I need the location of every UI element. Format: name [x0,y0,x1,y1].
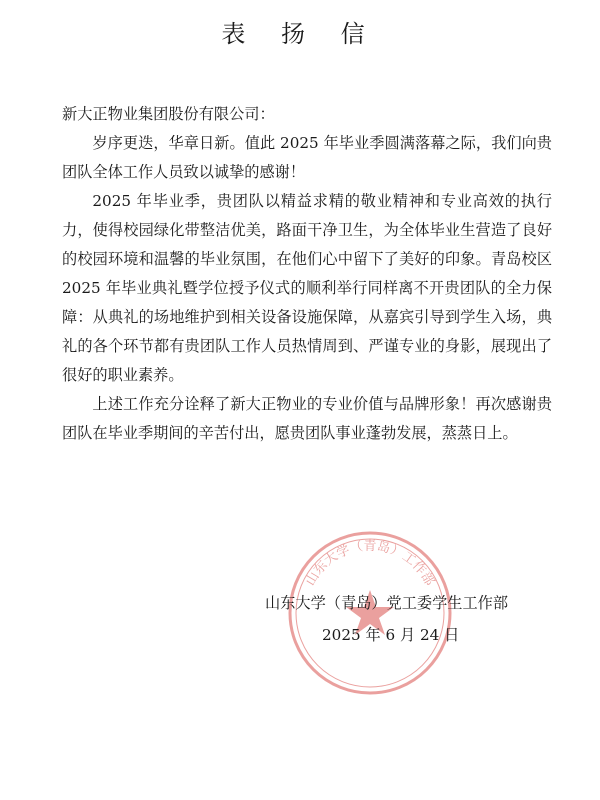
letter-title: 表 扬 信 [221,20,379,48]
seal-text [303,538,437,588]
signature-organization: 山东大学（青岛）党工委学生工作部 [265,594,508,612]
letter-body [62,100,552,448]
seal-text-path: 山东大学（青岛）工作部 [303,539,437,589]
salutation: 新大正物业集团股份有限公司： [62,105,275,123]
paragraph-1: 岁序更迭，华章日新。值此 2025 年毕业季圆满落幕之际，我们向贵团队全体工作人员致以诚挚的感谢！ [62,134,552,181]
paragraph-2: 2025 年毕业季，贵团队以精益求精的敬业精神和专业高效的执行力，使得校园绿化带整洁优美，路面干净卫生，为全体毕业生营造了良好的校园环境和温馨的毕业氛围，在他们心中留下了美好的印象。青岛校区 2025 年毕业典礼暨学位授予仪式的顺利举行同样离不开贵团队的全力保障：从典礼的场地维护到相关设备设施保障，从嘉宾引导到学生入场，典礼的各个环节都有贵团队工作人员热情周到、严谨专业的身影，展现出了很好的职业素养。 [62,192,552,384]
official-seal [285,528,455,698]
paragraph-3: 上述工作充分诠释了新大正物业的专业价值与品牌形象！再次感谢贵团队在毕业季期间的辛苦付出，愿贵团队事业蓬勃发展，蒸蒸日上。 [62,395,552,442]
signature-date: 2025 年 6 月 24 日 [322,626,460,644]
